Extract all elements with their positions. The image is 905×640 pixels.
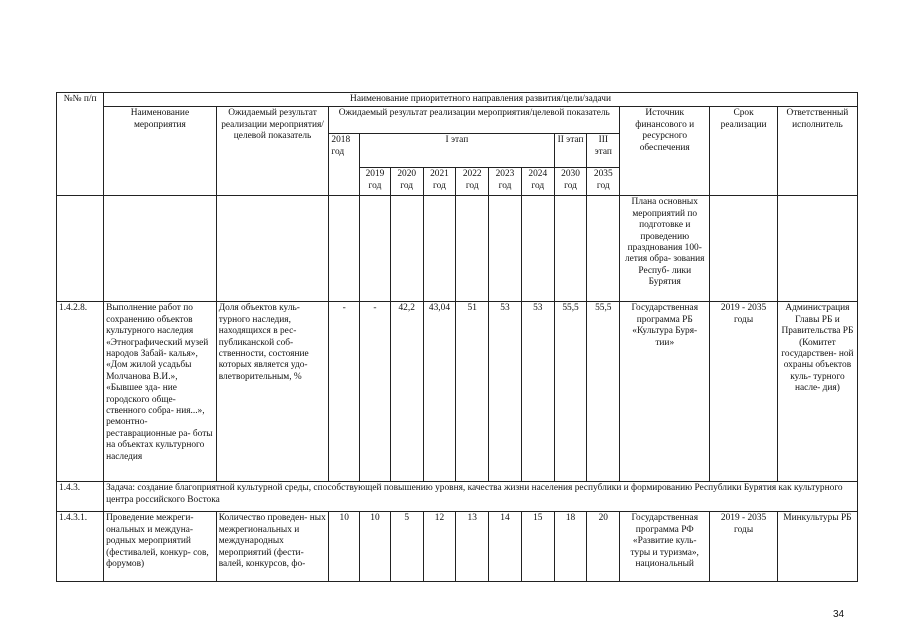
header-top-title: Наименование приоритетного направления развития/цели/задачи: [104, 93, 858, 107]
value-cell: -: [360, 302, 391, 482]
responsible-cell: Минкультуры РБ: [777, 512, 857, 582]
cell-empty: [777, 196, 857, 302]
table-row: [57, 482, 858, 512]
cell-empty: [521, 196, 554, 302]
header-term: Срок реализации: [710, 107, 778, 196]
header-source: Источник финансового и ресурсного обеспечения: [620, 107, 710, 196]
cell-empty: [329, 196, 360, 302]
term-cell: 2019 - 2035 годы: [710, 302, 778, 482]
header-year: 2030 год: [554, 168, 587, 196]
header-year: 2022 год: [456, 168, 489, 196]
cell-empty: [489, 196, 522, 302]
header-year: 2019 год: [360, 168, 391, 196]
measure-name: Проведение межреги- ональных и междуна- родных мероприятий (фестивалей, конкур- сов, форумов): [104, 512, 217, 582]
target-indicator: Доля объектов куль- турного наследия, находящихся в рес- публиканской соб- ственности, состояние которых является удо- влетворительным, %: [216, 302, 329, 482]
cell-empty: [57, 196, 104, 302]
source-cell: Государственная программа РФ «Развитие куль- туры и туризма», национальный: [620, 512, 710, 582]
cell-empty: [216, 196, 329, 302]
value-cell: 12: [423, 512, 456, 582]
row-number: 1.4.3.: [57, 482, 104, 512]
value-cell: 15: [521, 512, 554, 582]
table-row: [57, 196, 858, 302]
cell-empty: [554, 196, 587, 302]
value-cell: 18: [554, 512, 587, 582]
cell-empty: [390, 196, 423, 302]
responsible-cell: Администрация Главы РБ и Правительства РБ (Комитет государствен- ной охраны объектов куль- турного насле- дия): [777, 302, 857, 482]
header-year: 2023 год: [489, 168, 522, 196]
row-number: 1.4.2.8.: [57, 302, 104, 482]
header-stage-1: I этап: [360, 134, 555, 168]
page-number: 34: [833, 609, 845, 620]
cell-empty: [423, 196, 456, 302]
value-cell: -: [329, 302, 360, 482]
task-text: Задача: создание благоприятной культурной среды, способствующей повышению уровня, качества жизни населения республики и формированию Республики Бурятия как культурного центра российского Востока: [104, 482, 858, 512]
value-cell: 53: [521, 302, 554, 482]
header-result: Ожидаемый результат реализации мероприятия/целевой показатель: [216, 107, 329, 196]
header-year: 2035 год: [587, 168, 620, 196]
cell-empty: [456, 196, 489, 302]
header-year: 2021 год: [423, 168, 456, 196]
source-cell: Плана основных мероприятий по подготовке и проведению празднования 100-летия обра- зования Респуб- лики Бурятия: [620, 196, 710, 302]
table-row: [57, 512, 858, 582]
header-stage-2: II этап: [554, 134, 587, 168]
value-cell: 20: [587, 512, 620, 582]
header-stage-3: III этап: [587, 134, 620, 168]
value-cell: 5: [390, 512, 423, 582]
header-year-2018: 2018 год: [329, 134, 360, 196]
row-number: 1.4.3.1.: [57, 512, 104, 582]
value-cell: 55,5: [554, 302, 587, 482]
term-cell: 2019 - 2035 годы: [710, 512, 778, 582]
header-resp: Ответственный исполнитель: [777, 107, 857, 196]
value-cell: 43,04: [423, 302, 456, 482]
plan-table: [56, 92, 858, 582]
cell-empty: [587, 196, 620, 302]
value-cell: 53: [489, 302, 522, 482]
value-cell: 13: [456, 512, 489, 582]
header-num: №№ п/п: [57, 93, 104, 196]
value-cell: 14: [489, 512, 522, 582]
cell-empty: [710, 196, 778, 302]
value-cell: 55,5: [587, 302, 620, 482]
table-row: [57, 302, 858, 482]
value-cell: 10: [329, 512, 360, 582]
value-cell: 51: [456, 302, 489, 482]
source-cell: Государственная программа РБ «Культура Буря- тии»: [620, 302, 710, 482]
cell-empty: [104, 196, 217, 302]
header-name: Наименование мероприятия: [104, 107, 217, 196]
header-values: Ожидаемый результат реализации мероприятия/целевой показатель: [329, 107, 620, 134]
measure-name: Выполнение работ по сохранению объектов культурного наследия «Этнографический музей народов Забай- калья», «Дом жилой усадьбы Молчанова В.И.», «Бывшее зда- ние городского обще- ственного собра- ния...», ремонтно- реставрационные ра- боты на объектах культурного наследия: [104, 302, 217, 482]
header-year: 2024 год: [521, 168, 554, 196]
value-cell: 42,2: [390, 302, 423, 482]
cell-empty: [360, 196, 391, 302]
target-indicator: Количество проведен- ных межрегиональных и международных мероприятий (фести- валей, конкурсов, фо-: [216, 512, 329, 582]
header-year: 2020 год: [390, 168, 423, 196]
value-cell: 10: [360, 512, 391, 582]
